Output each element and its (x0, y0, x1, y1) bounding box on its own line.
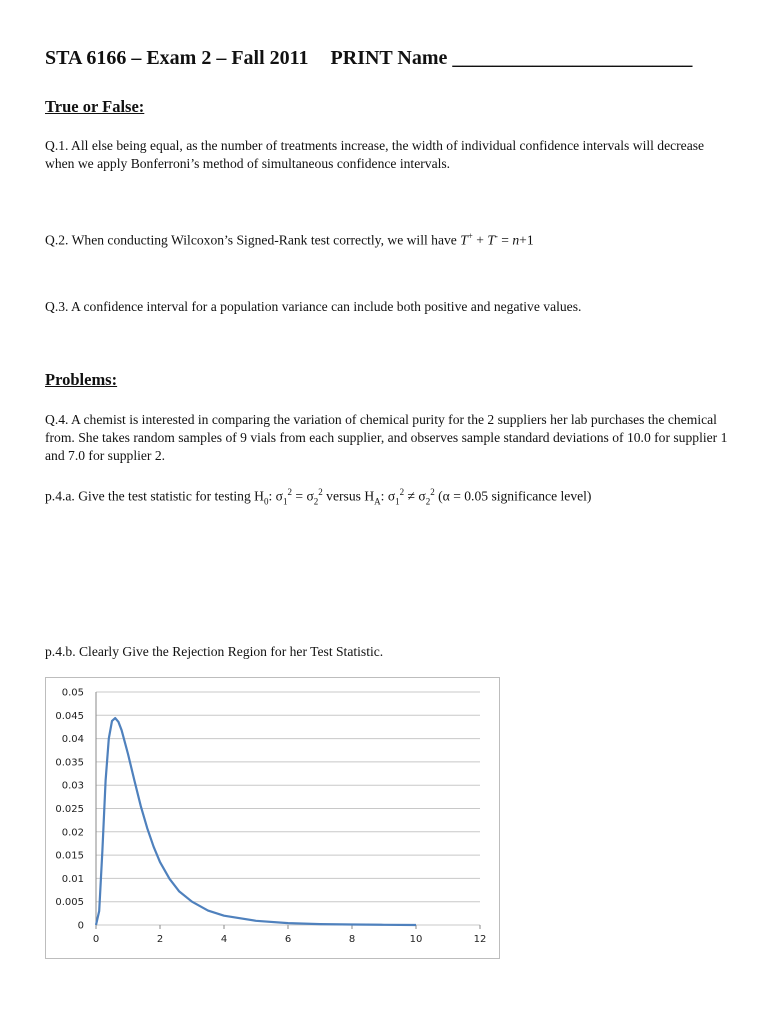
y-tick-label: 0.05 (61, 687, 84, 699)
s2-sub: 2 (313, 496, 319, 507)
versus-text: versus H (322, 488, 375, 504)
name-field: PRINT Name ________________________ (330, 47, 693, 69)
y-tick-label: 0.04 (61, 734, 84, 746)
q2-end: +1 (519, 232, 534, 248)
part-4a (45, 483, 735, 510)
q2-T2: T (487, 232, 495, 248)
chart-svg (46, 678, 499, 958)
sq2: 2 (318, 487, 323, 497)
p4a-text: p.4.a. Give the test statistic for testing H (45, 488, 264, 504)
s1b-sub: 1 (395, 496, 400, 507)
question-3: Q.3. A confidence interval for a population variance can include both positive and negative values. (45, 299, 582, 314)
y-tick-label: 0.015 (55, 850, 84, 862)
y-tick-label: 0.03 (61, 780, 84, 792)
x-tick-label: 6 (284, 934, 292, 945)
x-tick-label: 10 (409, 934, 423, 945)
question-4: Q.4. A chemist is interested in comparing the variation of chemical purity for the 2 suppliers her lab purchases the chemical from. She takes random samples of 9 vials from each supplier, and observes sample standard deviations of 10.0 for supplier 1 and 7.0 for supplier 2. (45, 412, 728, 463)
y-tick-label: 0.035 (55, 757, 84, 769)
x-tick-label: 8 (348, 934, 356, 945)
x-tick-label: 12 (473, 934, 487, 945)
f-distribution-chart (45, 677, 500, 959)
s2b-sub: 2 (425, 496, 431, 507)
x-tick-label: 2 (156, 934, 164, 945)
section-problems: Problems: (45, 370, 118, 389)
x-tick-label: 0 (92, 934, 100, 945)
q2-plus-sup: + (467, 231, 473, 241)
q2-n: n (512, 232, 520, 248)
q2-eq: = (497, 232, 513, 248)
y-tick-label: 0.02 (61, 827, 84, 839)
question-1: Q.1. All else being equal, as the number of treatments increase, the width of individual confidence intervals will decrease when we apply Bonferroni’s method of simultaneous confidence intervals. (45, 138, 705, 171)
h0-sub: 0 (263, 496, 269, 507)
x-tick-label: 4 (220, 934, 228, 945)
question-2 (45, 227, 735, 250)
y-tick-label: 0.045 (55, 710, 84, 722)
alpha-text: (α = 0.05 significance level) (434, 488, 592, 504)
q2-plus: + (472, 232, 488, 248)
series-line (96, 718, 416, 925)
sq1: 2 (287, 487, 292, 497)
h0-expr: : σ (268, 488, 283, 504)
y-tick-label: 0.01 (61, 873, 84, 885)
y-tick-label: 0.005 (55, 897, 84, 909)
exam-header (45, 47, 692, 70)
q2-minus-sup: - (494, 231, 498, 241)
h0-eq: = σ (291, 488, 314, 504)
y-tick-label: 0 (77, 920, 84, 932)
s1-sub: 1 (282, 496, 288, 507)
sq3: 2 (399, 487, 405, 497)
sq4: 2 (430, 487, 435, 497)
ha-neq: ≠ σ (404, 488, 426, 504)
part-4b: p.4.b. Clearly Give the Rejection Region for her Test Statistic. (45, 644, 384, 659)
section-true-false: True or False: (45, 97, 145, 116)
course-title: STA 6166 – Exam 2 – Fall 2011 (45, 47, 309, 69)
q2-text: Q.2. When conducting Wilcoxon’s Signed-Rank test correctly, we will have (45, 232, 457, 248)
y-tick-label: 0.025 (55, 804, 84, 815)
ha-sub: A (374, 496, 381, 507)
ha-expr: : σ (380, 488, 396, 504)
q2-T: T (460, 232, 468, 248)
